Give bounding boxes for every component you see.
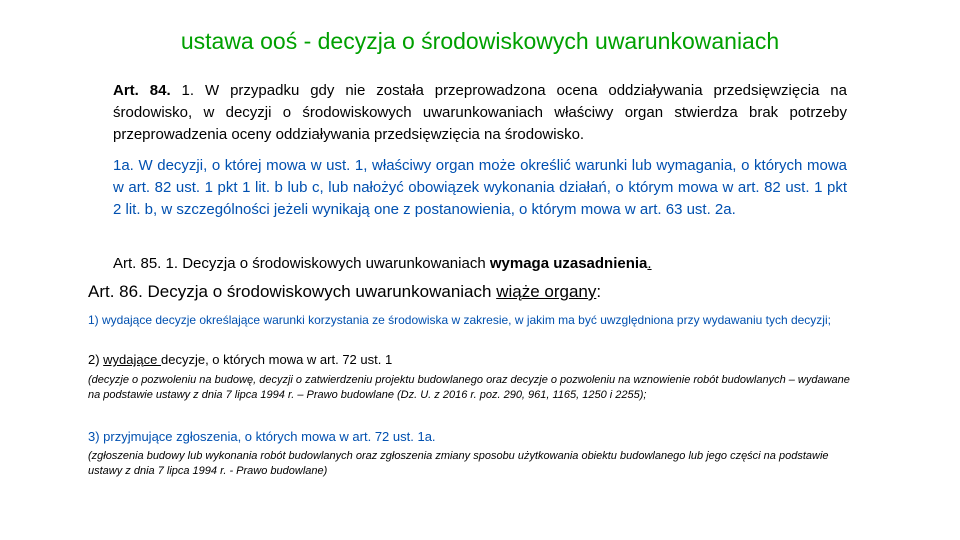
item-2-note: (decyzje o pozwoleniu na budowę, decyzji o zatwierdzeniu projektu budowlanego oraz decyzje o pozwoleniu na wznowienie robót budowlanych – wydawane na podstawie ustawy z dnia 7 lipca 1994 r. – Prawo budowlane (Dz. U. z 2016 r. poz. 290, 961, 1165, 1250 i 2255); [88,374,850,401]
item-2-suffix: decyzje, o których mowa w art. 72 ust. 1 [160,352,393,367]
item-2 [88,352,863,368]
item-2-underlined: wydające [103,352,161,367]
art86-underlined: wiąże organy [496,282,597,301]
art86-prefix: Art. 86. Decyzja o środowiskowych uwarunkowaniach [88,282,497,301]
item-1: 1) wydające decyzje określające warunki korzystania ze środowiska w zakresie, w jakim ma być uwzględniona przy wydawaniu tych decyzji; [88,313,831,327]
art85-prefix: Art. 85. 1. Decyzja o środowiskowych uwarunkowaniach [113,255,490,272]
art86-suffix: : [596,282,602,301]
art84-number: Art. 84. [113,82,171,99]
item-3-note: (zgłoszenia budowy lub wykonania robót budowlanych oraz zgłoszenia zmiany sposobu użytkowania obiektu budowlanego lub jego części na podstawie ustawy z dnia 7 lipca 1994 r. - Prawo budowlane) [88,450,829,477]
art85-dot: . [647,255,652,272]
art85-paragraph [113,253,847,275]
item-3: 3) przyjmujące zgłoszenia, o których mowa w art. 72 ust. 1a. [88,429,436,444]
item-2-prefix: 2) [88,352,104,367]
art84-paragraph [113,80,847,146]
art86-heading [88,281,868,303]
art84-1a-paragraph: 1a. W decyzji, o której mowa w ust. 1, właściwy organ może określić warunki lub wymagania, o których mowa w art. 82 ust. 1 pkt 1 lit. b lub c, lub nałożyć obowiązek wykonania działań, o którym mowa w art. 82 ust. 1 pkt 2 lit. b, w szczególności jeżeli wynikają one z postanowienia, o którym mowa w art. 63 ust. 2a. [113,157,847,218]
art85-bold: wymaga uzasadnienia [489,255,648,272]
art84-text: 1. W przypadku gdy nie została przeprowadzona ocena oddziaływania przedsięwzięcia na środowisko, w decyzji o środowiskowych uwarunkowaniach właściwy organ stwierdza brak potrzeby przeprowadzenia oceny oddziaływania przedsięwzięcia na środowisko. [113,82,847,143]
page-title: ustawa ooś - decyzja o środowiskowych uwarunkowaniach [180,28,780,54]
